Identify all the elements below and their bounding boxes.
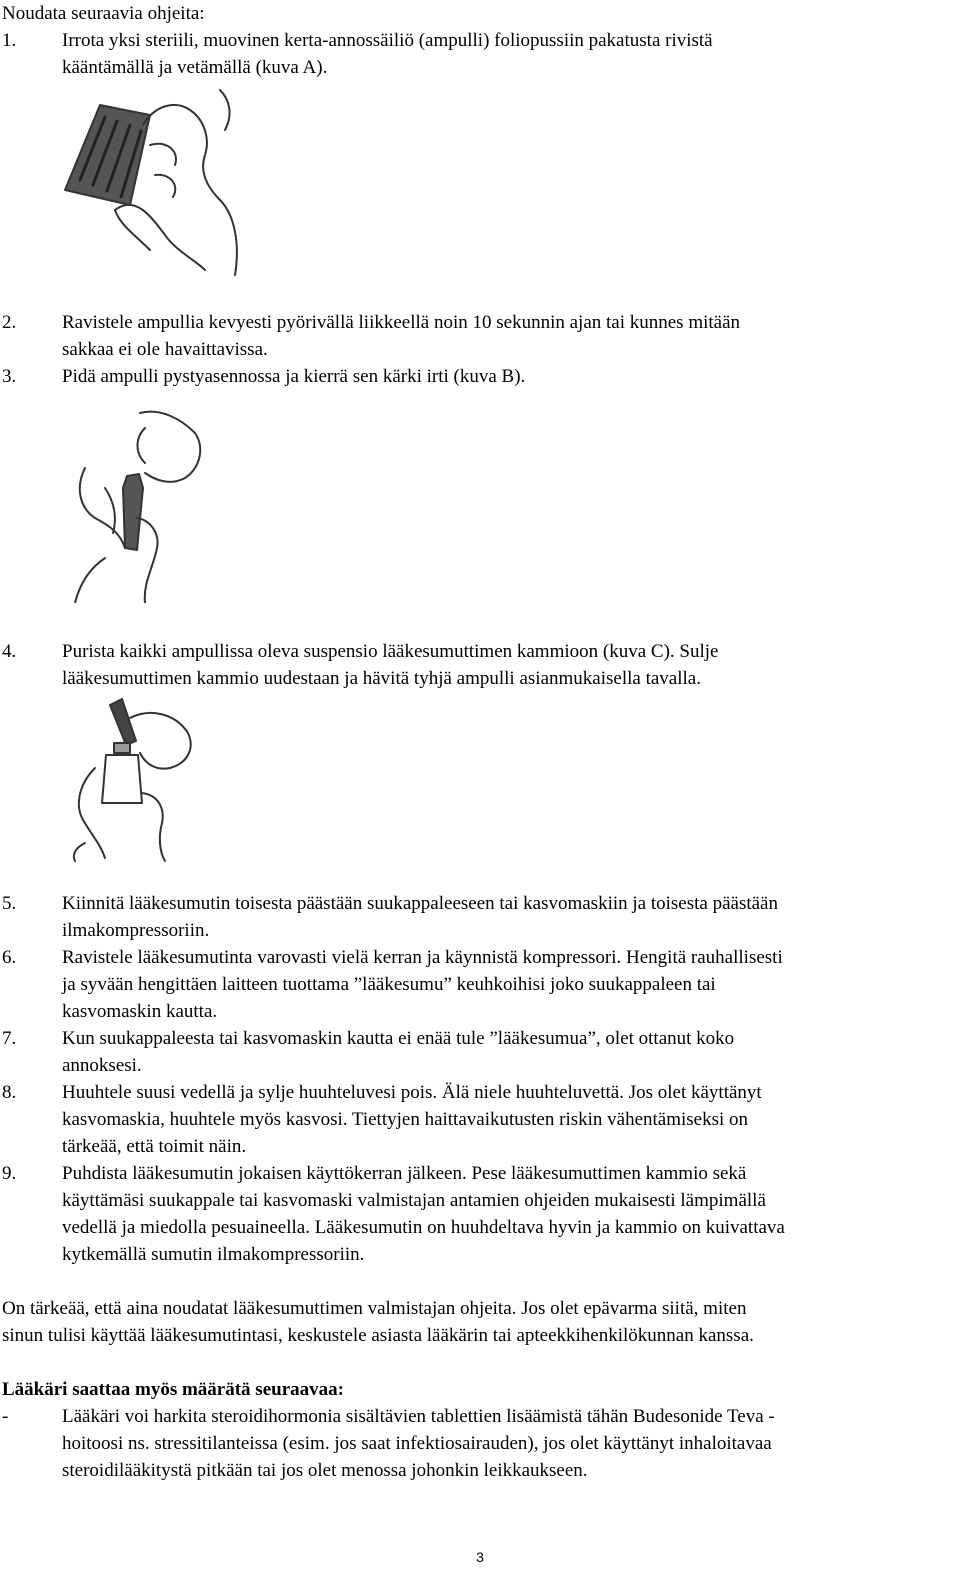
note-line-1: On tärkeää, että aina noudatat lääkesumuttimen valmistajan ohjeita. Jos olet epävarma siitä, miten — [2, 1298, 747, 1319]
step-8-number: 8. — [2, 1082, 17, 1103]
step-1-line-1: Irrota yksi steriili, muovinen kerta-annossäiliö (ampulli) foliopussiin pakatusta rivistä — [62, 30, 713, 51]
step-5-line-2: ilmakompressoriin. — [62, 920, 210, 941]
figure-a-illustration — [55, 85, 255, 285]
step-3-number: 3. — [2, 366, 17, 387]
doctor-line-3: steroidilääkitystä pitkään tai jos olet menossa johonkin leikkaukseen. — [62, 1460, 588, 1481]
step-6-line-3: kasvomaskin kautta. — [62, 1001, 218, 1022]
step-3-line-1: Pidä ampulli pystyasennossa ja kierrä sen kärki irti (kuva B). — [62, 366, 526, 387]
step-7-line-1: Kun suukappaleesta tai kasvomaskin kautta ei enää tule ”lääkesumua”, olet ottanut koko — [62, 1028, 735, 1049]
page-number: 3 — [476, 1549, 484, 1565]
intro-text: Noudata seuraavia ohjeita: — [2, 3, 205, 24]
figure-b-illustration — [65, 408, 215, 603]
figure-c-illustration — [70, 693, 210, 863]
step-4-line-2: lääkesumuttimen kammio uudestaan ja hävitä tyhjä ampulli asianmukaisella tavalla. — [62, 668, 701, 689]
step-8-line-2: kasvomaskia, huuhtele myös kasvosi. Tiettyjen haittavaikutusten riskin vähentämiseksi on — [62, 1109, 749, 1130]
step-6-number: 6. — [2, 947, 17, 968]
step-9-line-2: käyttämäsi suukappale tai kasvomaski valmistajan antamien ohjeiden mukaisesti lämpimällä — [62, 1190, 766, 1211]
step-9-line-1: Puhdista lääkesumutin jokaisen käyttökerran jälkeen. Pese lääkesumuttimen kammio sekä — [62, 1163, 747, 1184]
doctor-bullet: - — [2, 1406, 9, 1427]
step-5-line-1: Kiinnitä lääkesumutin toisesta päästään suukappaleeseen tai kasvomaskiin ja toisesta päästään — [62, 893, 778, 914]
step-7-line-2: annoksesi. — [62, 1055, 142, 1076]
note-line-2: sinun tulisi käyttää lääkesumutintasi, keskustele asiasta lääkärin tai apteekkihenkilökunnan kanssa. — [2, 1325, 754, 1346]
step-5-number: 5. — [2, 893, 17, 914]
step-2-line-1: Ravistele ampullia kevyesti pyörivällä liikkeellä noin 10 sekunnin ajan tai kunnes mitään — [62, 312, 741, 333]
step-1-number: 1. — [2, 30, 17, 51]
step-1-line-2: kääntämällä ja vetämällä (kuva A). — [62, 57, 328, 78]
doctor-heading: Lääkäri saattaa myös määrätä seuraavaa: — [2, 1379, 344, 1400]
step-2-number: 2. — [2, 312, 17, 333]
step-4-line-1: Purista kaikki ampullissa oleva suspensio lääkesumuttimen kammioon (kuva C). Sulje — [62, 641, 719, 662]
step-4-number: 4. — [2, 641, 17, 662]
step-7-number: 7. — [2, 1028, 17, 1049]
step-6-line-2: ja syvään hengittäen laitteen tuottama ”lääkesumu” keuhkoihisi joko suukappaleen tai — [62, 974, 716, 995]
step-8-line-3: tärkeää, että toimit näin. — [62, 1136, 247, 1157]
doctor-line-2: hoitoosi ns. stressitilanteissa (esim. jos saat infektiosairauden), jos olet käyttänyt inhaloitavaa — [62, 1433, 772, 1454]
step-9-line-3: vedellä ja miedolla pesuaineella. Lääkesumutin on huuhdeltava hyvin ja kammio on kuivattava — [62, 1217, 785, 1238]
step-9-line-4: kytkemällä sumutin ilmakompressoriin. — [62, 1244, 365, 1265]
step-8-line-1: Huuhtele suusi vedellä ja sylje huuhteluvesi pois. Älä niele huuhteluvettä. Jos olet käyttänyt — [62, 1082, 762, 1103]
doctor-line-1: Lääkäri voi harkita steroidihormonia sisältävien tablettien lisäämistä tähän Budesonide Teva - — [62, 1406, 775, 1427]
step-2-line-2: sakkaa ei ole havaittavissa. — [62, 339, 268, 360]
step-6-line-1: Ravistele lääkesumutinta varovasti vielä kerran ja käynnistä kompressori. Hengitä rauhallisesti — [62, 947, 783, 968]
step-9-number: 9. — [2, 1163, 17, 1184]
